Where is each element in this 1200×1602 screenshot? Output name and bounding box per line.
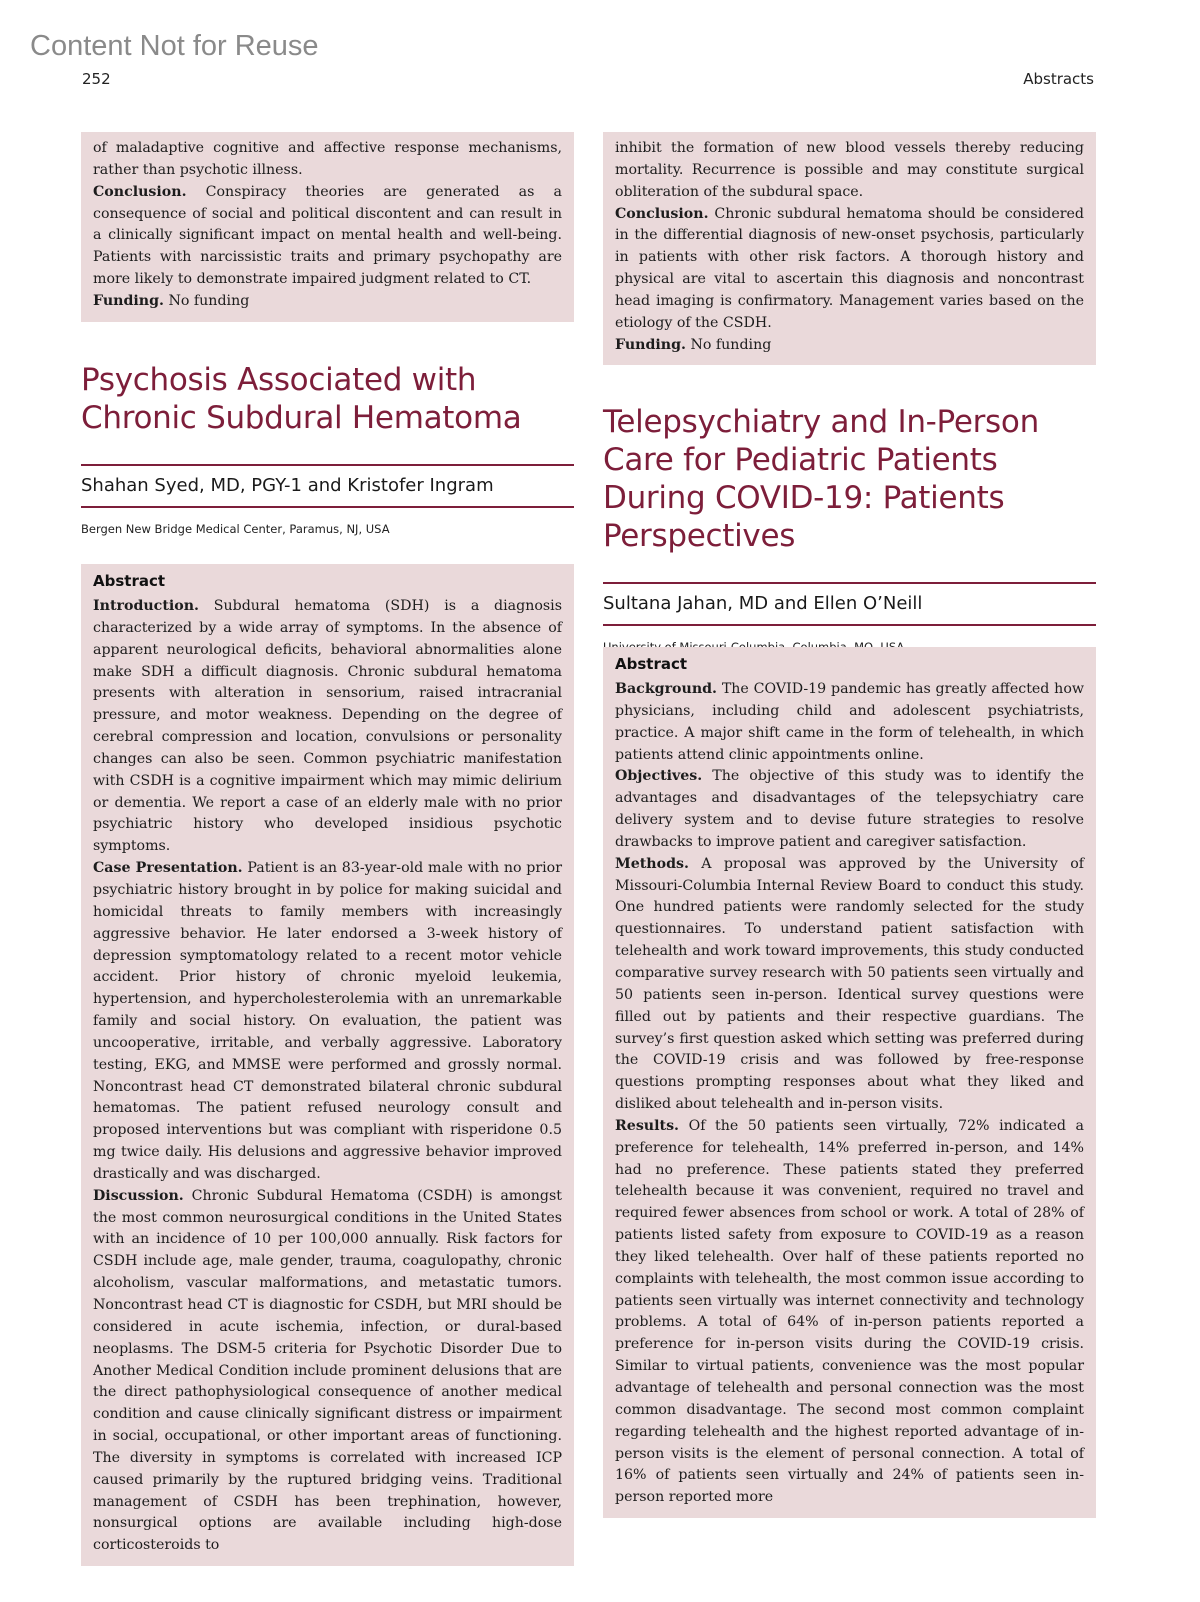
article2-abstract-column — [603, 647, 1096, 1518]
funding-paragraph: Funding. No funding — [93, 292, 250, 309]
introduction-paragraph: Introduction. Subdural hematoma (SDH) is a diagnosis characterized by a wide array of symptoms. In the absence of apparent neurological deficits, behavioral abnormalities alone make SDH a difficult diagnosis. Chronic subdural hematoma presents with alteration in sensorium, raised intracranial pressure, and motor weakness. Depending on the degree of cerebral compression and location, convulsions or personality changes can also be seen. Common psychiatric manifestation with CSDH is a cognitive impairment which may mimic delirium or dementia. We report a case of an elderly male with no prior psychiatric history who developed insidious psychotic symptoms. — [93, 598, 562, 855]
results-label: Results. — [615, 1117, 679, 1134]
article1-affiliation: Bergen New Bridge Medical Center, Paramus, NJ, USA — [81, 522, 390, 536]
article1-header — [81, 361, 574, 536]
article1-title: Psychosis Associated with Chronic Subdural Hematoma — [81, 362, 522, 436]
article1-abstract-column — [81, 564, 574, 1566]
background-label: Background. — [615, 681, 718, 697]
article2-header — [603, 403, 1096, 654]
conclusion-paragraph: Conclusion. Chronic subdural hematoma should be considered in the differential diagnosis of new-onset psychosis, particularly in patients with other risk factors. A thorough history and physical are vital to ascertain this diagnosis and noncontrast head imaging is confirmatory. Management varies based on the etiology of the CSDH. — [615, 205, 1084, 331]
discussion-paragraph: Discussion. Chronic Subdural Hematoma (CSDH) is amongst the most common neurosurgical conditions in the United States with an incidence of 10 per 100,000 annually. Risk factors for CSDH include age, male gender, trauma, coagulopathy, chronic alcoholism, vascular malformations, and metastatic tumors. Noncontrast head CT is diagnostic for CSDH, but MRI should be considered in acute ischemia, infection, or dural-based neoplasms. The DSM-5 criteria for Psychotic Disorder Due to Another Medical Condition include prominent delusions that are the direct pathophysiological consequence of another medical condition and cause clinically significant distress or impairment in social, occupational, or other important areas of functioning. The diversity in symptoms is correlated with increased ICP caused primarily by the ruptured bridging veins. Traditional management of CSDH has been trephination, however, nonsurgical options are available including high-dose corticosteroids to — [93, 1187, 562, 1554]
conclusion-paragraph: Conclusion. Conspiracy theories are generated as a consequence of social and political discontent and can result in a clinically significant impact on mental health and well-being. Patients with narcissistic traits and primary psychopathy are more likely to demonstrate impaired judgment related to CT. — [93, 183, 562, 288]
abstract-heading: Abstract — [93, 572, 166, 590]
methods-label: Methods. — [615, 855, 689, 872]
funding-paragraph: Funding. No funding — [615, 336, 772, 353]
results-paragraph: Results. Of the 50 patients seen virtually, 72% indicated a preference for telehealth, 14% preferred in-person, and 14% had no preference. These patients stated they preferred telehealth because it was convenient, required no travel and required fewer absences from school or work. A total of 28% of patients listed safety from exposure to COVID-19 as a reason they liked telehealth. Over half of these patients reported no complaints with telehealth, the most common issue according to patients seen virtually was internet connectivity and technology problems. A total of 64% of in-person patients reported a preference for in-person visits during the COVID-19 crisis. Similar to virtual patients, convenience was the most popular advantage of telehealth and personal connection was the most common disadvantage. The second most common complaint regarding telehealth and the highest reported advantage of in-person visits is the element of personal connection. A total of 16% of patients seen virtually and 24% of patients seen in-person reported more — [615, 1117, 1084, 1506]
methods-paragraph: Methods. A proposal was approved by the University of Missouri-Columbia Internal Review Board to conduct this study. One hundred patients were randomly selected for the study questionnaires. To understand patient satisfaction with telehealth and work toward improvements, this study conducted comparative survey research with 50 patients seen virtually and 50 patients seen in-person. Identical survey questions were filled out by patients and their respective guardians. The survey’s first question asked which setting was preferred during the COVID-19 crisis and was followed by free-response questions prompting responses about what they liked and disliked about telehealth and in-person visits. — [615, 855, 1084, 1113]
conclusion-label: Conclusion. — [93, 183, 187, 200]
authors-rule — [603, 624, 1096, 626]
introduction-label: Introduction. — [93, 598, 199, 614]
background-paragraph: Background. The COVID-19 pandemic has greatly affected how physicians, including child and adolescent psychiatrists, practice. A major shift came in the form of telehealth, in which patients attend clinic appointments online. — [615, 681, 1085, 763]
abstract-heading: Abstract — [615, 655, 688, 673]
article1-abstract — [81, 564, 574, 1566]
conclusion-label: Conclusion. — [615, 205, 709, 222]
objectives-paragraph: Objectives. The objective of this study was to identify the advantages and disadvantages of the telepsychiatry care delivery system and to devise future strategies to resolve drawbacks to improve patient and caregiver satisfaction. — [615, 768, 1084, 850]
prev-abstract-continuation — [81, 132, 574, 322]
article1-authors: Shahan Syed, MD, PGY-1 and Kristofer Ingram — [81, 475, 494, 496]
continuation-paragraph: of maladaptive cognitive and affective response mechanisms, rather than psychotic illness. — [93, 140, 562, 178]
running-head: Abstracts — [1023, 70, 1094, 88]
left-column — [81, 132, 574, 322]
authors-rule — [81, 506, 574, 508]
discussion-label: Discussion. — [93, 1187, 184, 1204]
case-label: Case Presentation. — [93, 860, 243, 877]
article1-abstract-continued — [603, 132, 1096, 365]
funding-label: Funding. — [93, 292, 164, 309]
article2-abstract — [603, 647, 1096, 1518]
article2-authors: Sultana Jahan, MD and Ellen O’Neill — [603, 593, 923, 614]
right-column — [603, 132, 1096, 365]
page-number: 252 — [82, 70, 111, 88]
article2-title: Telepsychiatry and In-Person Care for Pediatric Patients During COVID-19: Patients Perspectives — [603, 404, 1039, 554]
funding-label: Funding. — [615, 336, 686, 353]
case-paragraph: Case Presentation. Patient is an 83-year-old male with no prior psychiatric history brought in by police for making suicidal and homicidal threats to family members with increasingly aggressive behavior. He later endorsed a 3-week history of depression symptomatology related to a recent motor vehicle accident. Prior history of chronic myeloid leukemia, hypertension, and hypercholesterolemia with an unremarkable family and social history. On evaluation, the patient was uncooperative, irritable, and verbally aggressive. Laboratory testing, EKG, and MMSE were performed and grossly normal. Noncontrast head CT demonstrated bilateral chronic subdural hematomas. The patient refused neurology consult and proposed interventions but was compliant with risperidone 0.5 mg twice daily. His delusions and aggressive behavior improved drastically and was discharged. — [93, 860, 563, 1182]
continued-paragraph: inhibit the formation of new blood vessels thereby reducing mortality. Recurrence is possible and may constitute surgical obliteration of the subdural space. — [615, 140, 1084, 200]
watermark: Content Not for Reuse — [30, 30, 319, 62]
objectives-label: Objectives. — [615, 768, 703, 785]
